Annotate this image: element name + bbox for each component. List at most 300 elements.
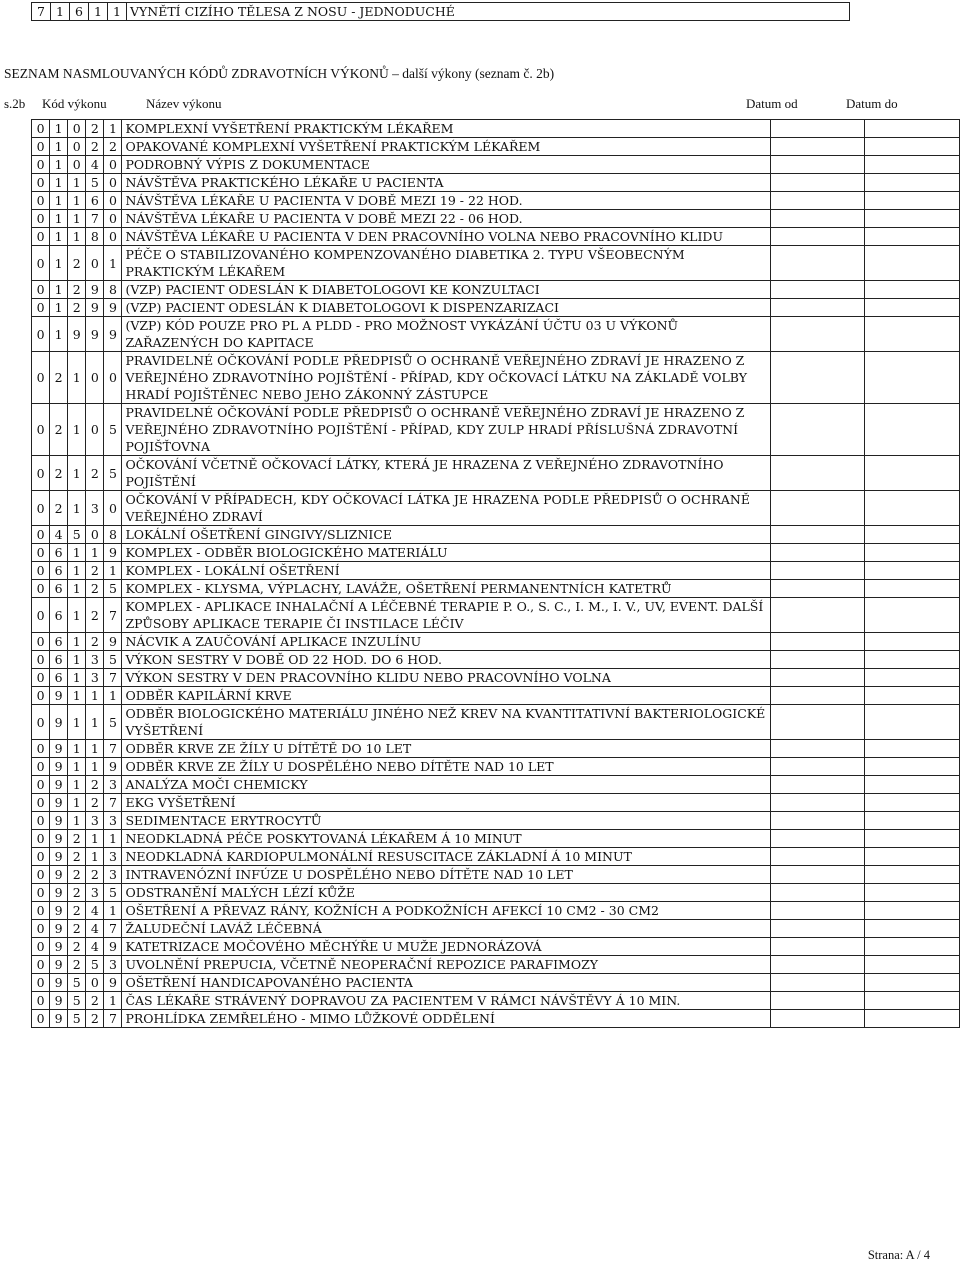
code-digit: 1 <box>68 687 86 705</box>
date-from-cell <box>771 299 865 317</box>
table-row <box>32 174 960 192</box>
table-row <box>32 526 960 544</box>
date-from-cell <box>771 1010 865 1028</box>
code-digit: 2 <box>86 138 104 156</box>
code-digit: 2 <box>68 902 86 920</box>
date-to-cell <box>865 902 960 920</box>
date-from-cell <box>771 884 865 902</box>
code-digit: 2 <box>68 299 86 317</box>
code-digit: 1 <box>50 156 68 174</box>
code-digit: 2 <box>86 120 104 138</box>
date-from-cell <box>771 705 865 740</box>
procedure-name: UVOLNĚNÍ PREPUCIA, VČETNĚ NEOPERAČNÍ REPOZICE PARAFIMOZY <box>122 956 771 974</box>
date-from-cell <box>771 281 865 299</box>
date-to-cell <box>865 705 960 740</box>
table-row <box>32 884 960 902</box>
date-to-cell <box>865 651 960 669</box>
code-digit: 1 <box>104 562 122 580</box>
code-digit: 9 <box>104 938 122 956</box>
code-digit: 1 <box>51 3 70 21</box>
date-from-cell <box>771 848 865 866</box>
code-digit: 7 <box>104 669 122 687</box>
table-row <box>32 938 960 956</box>
code-digit: 9 <box>50 1010 68 1028</box>
code-digit: 2 <box>86 776 104 794</box>
procedure-name: NÁCVIK A ZAUČOVÁNÍ APLIKACE INZULÍNU <box>122 633 771 651</box>
table-row <box>32 974 960 992</box>
date-to-cell <box>865 544 960 562</box>
code-digit: 2 <box>86 456 104 491</box>
code-digit: 2 <box>104 138 122 156</box>
code-digit: 5 <box>104 651 122 669</box>
date-from-cell <box>771 812 865 830</box>
code-digit: 0 <box>104 156 122 174</box>
date-to-cell <box>865 884 960 902</box>
date-from-cell <box>771 633 865 651</box>
code-digit: 1 <box>104 992 122 1010</box>
code-digit: 0 <box>32 299 50 317</box>
date-from-cell <box>771 456 865 491</box>
code-digit: 1 <box>86 740 104 758</box>
code-digit: 7 <box>104 920 122 938</box>
table-row <box>32 120 960 138</box>
code-digit: 0 <box>86 974 104 992</box>
table-row <box>32 651 960 669</box>
date-to-cell <box>865 317 960 352</box>
date-to-cell <box>865 156 960 174</box>
date-to-cell <box>865 580 960 598</box>
date-to-cell <box>865 848 960 866</box>
code-digit: 0 <box>32 580 50 598</box>
code-digit: 0 <box>32 848 50 866</box>
code-digit: 3 <box>86 651 104 669</box>
date-from-cell <box>771 174 865 192</box>
code-digit: 0 <box>32 210 50 228</box>
code-digit: 0 <box>32 687 50 705</box>
code-digit: 1 <box>50 174 68 192</box>
code-digit: 0 <box>104 192 122 210</box>
date-to-cell <box>865 974 960 992</box>
date-from-cell <box>771 491 865 526</box>
code-digit: 9 <box>50 884 68 902</box>
code-digit: 2 <box>86 1010 104 1028</box>
code-digit: 0 <box>32 526 50 544</box>
code-digit: 0 <box>104 210 122 228</box>
code-digit: 0 <box>32 562 50 580</box>
procedure-name: PODROBNÝ VÝPIS Z DOKUMENTACE <box>122 156 771 174</box>
code-digit: 1 <box>68 352 86 404</box>
procedure-name: (VZP) KÓD POUZE PRO PL A PLDD - PRO MOŽNOST VYKÁZÁNÍ ÚČTU 03 U VÝKONŮ ZAŘAZENÝCH DO KAPITACE <box>122 317 771 352</box>
code-digit: 6 <box>50 580 68 598</box>
date-from-cell <box>771 246 865 281</box>
date-to-cell <box>865 920 960 938</box>
code-digit: 3 <box>104 866 122 884</box>
code-digit: 0 <box>32 830 50 848</box>
date-to-cell <box>865 138 960 156</box>
date-to-cell <box>865 776 960 794</box>
procedure-name: PRAVIDELNÉ OČKOVÁNÍ PODLE PŘEDPISŮ O OCHRANĚ VEŘEJNÉHO ZDRAVÍ JE HRAZENO Z VEŘEJNÉHO ZDRAVOTNÍHO POJIŠTĚNÍ - PŘÍPAD, KDY OČKOVACÍ LÁTKU NA ZÁKLADĚ VOLBY HRADÍ POJIŠTĚNEC NEBO JEHO ZÁKONNÝ ZÁSTUPCE <box>122 352 771 404</box>
code-digit: 0 <box>32 902 50 920</box>
code-digit: 4 <box>86 938 104 956</box>
code-digit: 1 <box>68 812 86 830</box>
table-row <box>32 812 960 830</box>
code-digit: 1 <box>86 848 104 866</box>
table-row <box>32 317 960 352</box>
code-digit: 2 <box>68 938 86 956</box>
procedure-name: KOMPLEX - ODBĚR BIOLOGICKÉHO MATERIÁLU <box>122 544 771 562</box>
date-to-cell <box>865 938 960 956</box>
code-digit: 0 <box>32 956 50 974</box>
code-digit: 2 <box>68 920 86 938</box>
code-digit: 1 <box>68 544 86 562</box>
date-to-cell <box>865 830 960 848</box>
code-digit: 3 <box>86 884 104 902</box>
code-digit: 2 <box>68 281 86 299</box>
header-s2b: s.2b <box>4 96 26 111</box>
code-digit: 0 <box>32 598 50 633</box>
date-from-cell <box>771 580 865 598</box>
code-digit: 2 <box>86 580 104 598</box>
procedure-name: ANALÝZA MOČI CHEMICKY <box>122 776 771 794</box>
table-row <box>32 687 960 705</box>
code-digit: 1 <box>50 228 68 246</box>
table-row <box>32 210 960 228</box>
code-digit: 0 <box>32 228 50 246</box>
date-from-cell <box>771 974 865 992</box>
procedure-name: OŠETŘENÍ A PŘEVAZ RÁNY, KOŽNÍCH A PODKOŽNÍCH AFEKCÍ 10 CM2 - 30 CM2 <box>122 902 771 920</box>
date-from-cell <box>771 830 865 848</box>
procedure-name: KOMPLEX - KLYSMA, VÝPLACHY, LAVÁŽE, OŠETŘENÍ PERMANENTNÍCH KATETRŮ <box>122 580 771 598</box>
date-from-cell <box>771 866 865 884</box>
code-digit: 0 <box>104 352 122 404</box>
code-digit: 1 <box>68 174 86 192</box>
date-from-cell <box>771 992 865 1010</box>
code-digit: 2 <box>50 404 68 456</box>
code-digit: 9 <box>50 974 68 992</box>
procedure-name: EKG VYŠETŘENÍ <box>122 794 771 812</box>
code-digit: 0 <box>32 138 50 156</box>
date-from-cell <box>771 687 865 705</box>
code-digit: 1 <box>68 404 86 456</box>
code-digit: 0 <box>32 456 50 491</box>
code-digit: 0 <box>32 544 50 562</box>
procedure-name: VÝKON SESTRY V DOBĚ OD 22 HOD. DO 6 HOD. <box>122 651 771 669</box>
table-row <box>32 1010 960 1028</box>
code-digit: 3 <box>104 812 122 830</box>
table-row <box>32 992 960 1010</box>
code-digit: 9 <box>50 830 68 848</box>
procedure-name: NEODKLADNÁ PÉČE POSKYTOVANÁ LÉKAŘEM Á 10 MINUT <box>122 830 771 848</box>
code-digit: 2 <box>86 598 104 633</box>
procedure-name: KOMPLEX - LOKÁLNÍ OŠETŘENÍ <box>122 562 771 580</box>
code-digit: 0 <box>32 992 50 1010</box>
date-from-cell <box>771 138 865 156</box>
date-from-cell <box>771 669 865 687</box>
code-digit: 0 <box>32 920 50 938</box>
procedure-name: NÁVŠTĚVA PRAKTICKÉHO LÉKAŘE U PACIENTA <box>122 174 771 192</box>
code-digit: 1 <box>104 246 122 281</box>
code-digit: 1 <box>50 192 68 210</box>
code-digit: 2 <box>68 866 86 884</box>
code-digit: 6 <box>50 669 68 687</box>
table-row <box>32 830 960 848</box>
code-digit: 1 <box>104 120 122 138</box>
code-digit: 0 <box>86 246 104 281</box>
code-digit: 0 <box>68 156 86 174</box>
code-digit: 9 <box>50 902 68 920</box>
code-digit: 2 <box>86 633 104 651</box>
procedure-name: OPAKOVANÉ KOMPLEXNÍ VYŠETŘENÍ PRAKTICKÝM LÉKAŘEM <box>122 138 771 156</box>
date-from-cell <box>771 192 865 210</box>
table-row <box>32 598 960 633</box>
code-digit: 2 <box>86 562 104 580</box>
date-to-cell <box>865 1010 960 1028</box>
code-digit: 5 <box>86 174 104 192</box>
code-digit: 9 <box>50 920 68 938</box>
date-to-cell <box>865 174 960 192</box>
code-digit: 1 <box>68 740 86 758</box>
date-from-cell <box>771 544 865 562</box>
code-digit: 9 <box>104 544 122 562</box>
code-digit: 3 <box>104 848 122 866</box>
table-row <box>32 544 960 562</box>
code-digit: 9 <box>50 740 68 758</box>
code-digit: 0 <box>32 156 50 174</box>
code-digit: 1 <box>68 192 86 210</box>
code-digit: 0 <box>32 758 50 776</box>
code-digit: 9 <box>50 776 68 794</box>
table-row <box>32 352 960 404</box>
code-digit: 9 <box>50 812 68 830</box>
header-date-from: Datum od <box>746 96 798 111</box>
code-digit: 1 <box>50 299 68 317</box>
header-date-to: Datum do <box>846 96 898 111</box>
date-from-cell <box>771 956 865 974</box>
procedure-name: VYNĚTÍ CIZÍHO TĚLESA Z NOSU - JEDNODUCHÉ <box>127 3 850 21</box>
date-from-cell <box>771 228 865 246</box>
date-to-cell <box>865 812 960 830</box>
code-digit: 5 <box>86 956 104 974</box>
code-digit: 0 <box>32 866 50 884</box>
code-digit: 1 <box>86 830 104 848</box>
code-digit: 5 <box>104 456 122 491</box>
code-digit: 1 <box>50 317 68 352</box>
code-digit: 1 <box>108 3 127 21</box>
code-digit: 5 <box>104 705 122 740</box>
code-digit: 7 <box>104 1010 122 1028</box>
code-digit: 2 <box>50 352 68 404</box>
table-row <box>32 456 960 491</box>
code-digit: 9 <box>68 317 86 352</box>
code-digit: 3 <box>86 812 104 830</box>
procedure-name: NEODKLADNÁ KARDIOPULMONÁLNÍ RESUSCITACE ZÁKLADNÍ Á 10 MINUT <box>122 848 771 866</box>
procedure-name: ODBĚR KRVE ZE ŽÍLY U DOSPĚLÉHO NEBO DÍTĚTE NAD 10 LET <box>122 758 771 776</box>
table-row <box>32 705 960 740</box>
procedure-name: OŠETŘENÍ HANDICAPOVANÉHO PACIENTA <box>122 974 771 992</box>
table-row <box>32 138 960 156</box>
code-digit: 6 <box>50 544 68 562</box>
procedure-name: ODBĚR KAPILÁRNÍ KRVE <box>122 687 771 705</box>
code-digit: 3 <box>104 956 122 974</box>
code-digit: 3 <box>86 491 104 526</box>
code-digit: 1 <box>86 687 104 705</box>
code-digit: 1 <box>68 456 86 491</box>
date-from-cell <box>771 317 865 352</box>
code-digit: 4 <box>86 156 104 174</box>
procedure-name: (VZP) PACIENT ODESLÁN K DIABETOLOGOVI KE KONZULTACI <box>122 281 771 299</box>
code-digit: 9 <box>104 299 122 317</box>
code-digit: 1 <box>68 210 86 228</box>
code-digit: 1 <box>68 491 86 526</box>
procedures-body <box>32 120 960 1028</box>
code-digit: 2 <box>86 794 104 812</box>
code-digit: 9 <box>104 633 122 651</box>
code-digit: 1 <box>86 544 104 562</box>
date-from-cell <box>771 651 865 669</box>
date-from-cell <box>771 156 865 174</box>
code-digit: 2 <box>68 830 86 848</box>
code-digit: 4 <box>50 526 68 544</box>
code-digit: 2 <box>68 848 86 866</box>
table-row <box>32 281 960 299</box>
code-digit: 9 <box>86 317 104 352</box>
code-digit: 0 <box>32 884 50 902</box>
table-row <box>32 491 960 526</box>
procedure-name: LOKÁLNÍ OŠETŘENÍ GINGIVY/SLIZNICE <box>122 526 771 544</box>
date-to-cell <box>865 299 960 317</box>
code-digit: 9 <box>50 848 68 866</box>
procedure-name: ODBĚR KRVE ZE ŽÍLY U DÍTĚTĚ DO 10 LET <box>122 740 771 758</box>
procedure-name: PROHLÍDKA ZEMŘELÉHO - MIMO LŮŽKOVÉ ODDĚLENÍ <box>122 1010 771 1028</box>
table-row <box>32 562 960 580</box>
table-row <box>32 669 960 687</box>
code-digit: 8 <box>86 228 104 246</box>
code-digit: 1 <box>68 669 86 687</box>
code-digit: 9 <box>104 317 122 352</box>
code-digit: 6 <box>50 633 68 651</box>
date-to-cell <box>865 228 960 246</box>
code-digit: 1 <box>68 562 86 580</box>
code-digit: 0 <box>32 404 50 456</box>
table-row <box>32 228 960 246</box>
date-to-cell <box>865 956 960 974</box>
date-to-cell <box>865 794 960 812</box>
table-row <box>32 633 960 651</box>
code-digit: 7 <box>86 210 104 228</box>
code-digit: 1 <box>68 580 86 598</box>
date-to-cell <box>865 456 960 491</box>
table-row <box>32 580 960 598</box>
code-digit: 9 <box>50 938 68 956</box>
code-digit: 0 <box>32 633 50 651</box>
date-from-cell <box>771 526 865 544</box>
code-digit: 6 <box>50 562 68 580</box>
code-digit: 0 <box>32 974 50 992</box>
date-to-cell <box>865 281 960 299</box>
date-from-cell <box>771 120 865 138</box>
table-row <box>32 794 960 812</box>
procedure-name: ODSTRANĚNÍ MALÝCH LÉZÍ KŮŽE <box>122 884 771 902</box>
date-from-cell <box>771 598 865 633</box>
date-from-cell <box>771 794 865 812</box>
code-digit: 9 <box>50 956 68 974</box>
code-digit: 3 <box>86 669 104 687</box>
procedure-name: (VZP) PACIENT ODESLÁN K DIABETOLOGOVI K DISPENZARIZACI <box>122 299 771 317</box>
date-from-cell <box>771 562 865 580</box>
date-from-cell <box>771 776 865 794</box>
date-from-cell <box>771 404 865 456</box>
code-digit: 5 <box>104 404 122 456</box>
date-from-cell <box>771 352 865 404</box>
code-digit: 0 <box>32 246 50 281</box>
procedure-name: KOMPLEX - APLIKACE INHALAČNÍ A LÉČEBNÉ TERAPIE P. O., S. C., I. M., I. V., UV, EVENT. DALŠÍ ZPŮSOBY APLIKACE TERAPIE ČI INSTILACE LÉČIV <box>122 598 771 633</box>
code-digit: 2 <box>68 246 86 281</box>
header-name: Název výkonu <box>146 96 222 111</box>
page-number: Strana: A / 4 <box>867 1248 930 1262</box>
code-digit: 9 <box>50 705 68 740</box>
code-digit: 9 <box>50 866 68 884</box>
code-digit: 2 <box>86 992 104 1010</box>
table-row <box>32 758 960 776</box>
code-digit: 1 <box>86 705 104 740</box>
code-digit: 2 <box>50 491 68 526</box>
procedure-name: OČKOVÁNÍ V PŘÍPADECH, KDY OČKOVACÍ LÁTKA JE HRAZENA PODLE PŘEDPISŮ O OCHRANĚ VEŘEJNÉHO ZDRAVÍ <box>122 491 771 526</box>
date-to-cell <box>865 866 960 884</box>
date-to-cell <box>865 740 960 758</box>
code-digit: 1 <box>89 3 108 21</box>
code-digit: 1 <box>68 758 86 776</box>
procedure-name: VÝKON SESTRY V DEN PRACOVNÍHO KLIDU NEBO PRACOVNÍHO VOLNA <box>122 669 771 687</box>
code-digit: 1 <box>86 758 104 776</box>
code-digit: 0 <box>32 740 50 758</box>
code-digit: 0 <box>32 352 50 404</box>
code-digit: 8 <box>104 526 122 544</box>
code-digit: 0 <box>32 317 50 352</box>
date-to-cell <box>865 633 960 651</box>
date-to-cell <box>865 687 960 705</box>
table-row <box>32 3 850 21</box>
table-row <box>32 956 960 974</box>
code-digit: 9 <box>50 794 68 812</box>
table-row <box>32 299 960 317</box>
procedure-name: OČKOVÁNÍ VČETNĚ OČKOVACÍ LÁTKY, KTERÁ JE HRAZENA Z VEŘEJNÉHO ZDRAVOTNÍHO POJIŠTĚNÍ <box>122 456 771 491</box>
date-to-cell <box>865 598 960 633</box>
table-row <box>32 920 960 938</box>
date-from-cell <box>771 758 865 776</box>
code-digit: 1 <box>68 598 86 633</box>
code-digit: 1 <box>50 120 68 138</box>
code-digit: 1 <box>68 794 86 812</box>
code-digit: 2 <box>68 884 86 902</box>
code-digit: 1 <box>68 633 86 651</box>
table-row <box>32 866 960 884</box>
code-digit: 5 <box>104 884 122 902</box>
code-digit: 0 <box>32 669 50 687</box>
page-title: SEZNAM NASMLOUVANÝCH KÓDŮ ZDRAVOTNÍCH VÝKONŮ – další výkony (seznam č. 2b) <box>4 66 555 81</box>
date-to-cell <box>865 404 960 456</box>
date-to-cell <box>865 120 960 138</box>
top-row-table <box>31 2 850 21</box>
date-to-cell <box>865 352 960 404</box>
code-digit: 6 <box>50 598 68 633</box>
procedure-name: NÁVŠTĚVA LÉKAŘE U PACIENTA V DEN PRACOVNÍHO VOLNA NEBO PRACOVNÍHO KLIDU <box>122 228 771 246</box>
code-digit: 2 <box>86 866 104 884</box>
date-to-cell <box>865 192 960 210</box>
table-row <box>32 848 960 866</box>
procedure-name: NÁVŠTĚVA LÉKAŘE U PACIENTA V DOBĚ MEZI 19 - 22 HOD. <box>122 192 771 210</box>
table-row <box>32 404 960 456</box>
code-digit: 9 <box>86 299 104 317</box>
